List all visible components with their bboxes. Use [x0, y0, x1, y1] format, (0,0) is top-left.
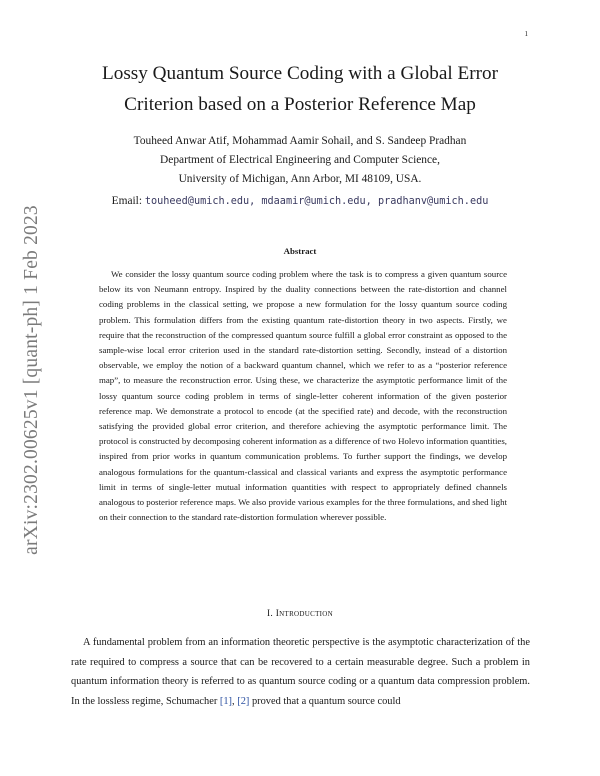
abstract-body: [99, 267, 507, 525]
section-number: I.: [266, 609, 274, 619]
paper-title: [60, 58, 540, 120]
abstract-heading: Abstract: [283, 246, 317, 256]
intro-text-start: A fundamental problem from an information theoretic perspective is the asymptotic characterization of the rate required to compress a source that can be recovered to a certain measurable degree. Such a problem in quantum information theory is referred to as quantum source coding or a quantum data compression problem. In the lossless regime, Schumacher: [71, 637, 530, 707]
citation-link-2[interactable]: [2]: [237, 695, 250, 707]
section-title: Introduction: [275, 609, 333, 619]
email-label: Email:: [111, 195, 143, 207]
title-line-1: Lossy Quantum Source Coding with a Global Error: [102, 63, 498, 84]
section-heading-introduction: [0, 609, 600, 619]
introduction-paragraph: [71, 633, 530, 711]
affiliation-department: Department of Electrical Engineering and Computer Science,: [160, 154, 440, 166]
introduction-body: [71, 633, 530, 711]
author-block: [60, 132, 540, 189]
abstract-paragraph: We consider the lossy quantum source coding problem where the task is to compress a given quantum source below its von Neumann entropy. Inspired by the duality connections between the rate-distortion and channel coding problems in the classical setting, we propose a new formulation for the lossy quantum source coding problem. This formulation differs from the existing quantum rate-distortion theory in two aspects. Firstly, we require that the reconstruction of the compressed quantum source fulfill a global error constraint as opposed to the sample-wise local error criterion used in the standard rate-distortion setting. Secondly, instead of a distortion observable, we employ the notion of a backward quantum channel, which we refer to as a “posterior reference map”, to measure the reconstruction error. Using these, we characterize the asymptotic performance limit of the lossy quantum source coding problem in terms of single-letter coherent information of the given posterior reference map. We demonstrate a protocol to encode (at the specified rate) and decode, with the reconstruction satisfying the provided global error criterion, and therefore achieving the asymptotic performance limit. The protocol is constructed by decomposing coherent information as a difference of two Holevo information quantities, inspired from prior works in quantum communication problems. To further support the findings, we develop analogous formulations for the quantum-classical and classical variants and express the asymptotic performance limit in terms of single-letter mutual information quantities with respect to appropriately defined channels analogous to posterior reference maps. We also provide various examples for the three formulations, and shed light on their connection to the standard rate-distortion formulation wherever possible.: [99, 269, 507, 523]
author-names: Touheed Anwar Atif, Mohammad Aamir Sohail, and S. Sandeep Pradhan: [133, 135, 467, 147]
email-addresses[interactable]: touheed@umich.edu, mdaamir@umich.edu, pradhanv@umich.edu: [144, 196, 489, 207]
affiliation-university: University of Michigan, Ann Arbor, MI 48109, USA.: [178, 173, 422, 185]
citation-separator: ,: [232, 695, 238, 707]
citation-link-1[interactable]: [1]: [219, 695, 233, 707]
arxiv-identifier-stamp[interactable]: arXiv:2302.00625v1 [quant-ph] 1 Feb 2023: [21, 205, 42, 555]
email-line: [60, 192, 540, 211]
page-number: 1: [524, 30, 528, 38]
title-line-2: Criterion based on a Posterior Reference Map: [124, 94, 476, 115]
intro-text-end: proved that a quantum source could: [249, 695, 401, 707]
